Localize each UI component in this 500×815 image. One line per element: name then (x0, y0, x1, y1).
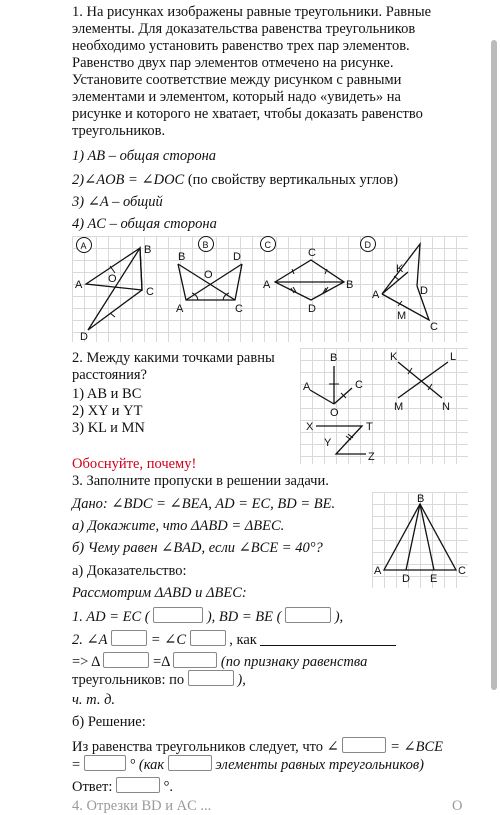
proof-line-2 (72, 630, 396, 649)
proof-text: треугольников: по (72, 672, 185, 688)
task1-line: треугольников. (72, 123, 166, 139)
task1-line: Установите соответствие между рисунком с равными (72, 72, 402, 88)
task1-line: элементами и элементом, который надо «увидеть» на (72, 89, 401, 105)
task3-consider: Рассмотрим ΔABD и ΔBEC: (72, 585, 247, 601)
task2-label-o: O (330, 407, 339, 419)
option-note: (по свойству вертикальных углов) (184, 172, 399, 188)
proof-qed: ч. т. д. (72, 692, 116, 708)
proof-text: ), (237, 672, 246, 688)
task4-partial-right: O (452, 798, 463, 814)
figure-b-label-a: A (176, 303, 184, 315)
task2-label-t: T (366, 421, 373, 433)
figure-b-badge: B (202, 240, 209, 250)
task2-label-l: L (450, 351, 457, 363)
task3-given: Дано: ∠BDC = ∠BEA, AD = EC, BD = BE. (72, 496, 336, 512)
task3-label-c: C (458, 565, 466, 577)
task1-option-2 (72, 172, 398, 189)
blank-field[interactable] (168, 755, 212, 771)
answer-field[interactable] (116, 777, 160, 793)
figure-c-label-c: C (308, 247, 316, 259)
blank-field[interactable] (342, 737, 386, 753)
task1-option-4: 4) AC – общая сторона (72, 216, 217, 232)
task3-label-a: A (374, 565, 382, 577)
task3-figure (372, 492, 468, 588)
figure-d-label-k: K (396, 263, 404, 275)
proof-text: ), (334, 609, 344, 625)
task3-question-a: а) Докажите, что ΔABD = ΔBEC. (72, 518, 285, 534)
task2-line: 1) AB и BC (72, 386, 142, 402)
task3-label-e: E (430, 573, 438, 585)
task2-label-b: B (330, 352, 338, 364)
task3-figure-grid (372, 492, 468, 588)
task1-line: рисунке и которого не хватает, чтобы доказать равенство (72, 106, 423, 122)
task2-figure (300, 348, 468, 464)
answer-label: Ответ: (72, 779, 113, 795)
figure-c-label-b: B (346, 279, 354, 291)
figure-a-label-b: B (144, 244, 152, 256)
blank-line[interactable] (260, 631, 396, 646)
figure-c-badge: C (264, 240, 271, 250)
task2-label-c: C (355, 379, 363, 391)
answer-line (72, 777, 173, 796)
figure-d-badge: D (364, 240, 371, 250)
figure-a-badge: A (80, 241, 87, 251)
task1-line: элементы. Для доказательства равенства треугольников (72, 21, 416, 37)
task1-figures-grid (72, 236, 468, 342)
task1-line: Равенство двух пар элементов отмечено на рисунке. (72, 55, 394, 71)
solution-line-2 (72, 755, 424, 774)
figure-d-label-c: C (430, 321, 438, 333)
figure-b-label-c: C (235, 303, 243, 315)
task1-line: необходимо установить равенство трех пар элементов. (72, 38, 410, 54)
proof-text: (по признаку равенства (220, 654, 368, 670)
task2-label-n: N (442, 401, 450, 413)
proof-line-1 (72, 607, 343, 626)
blank-field[interactable] (84, 755, 126, 771)
solution-text: Из равенства треугольников следует, что ∠ (72, 739, 339, 755)
blank-field[interactable] (285, 607, 331, 623)
task1-line: 1. На рисунках изображены равные треугольники. Равные (72, 4, 432, 20)
figure-b-label-o: O (204, 269, 213, 281)
blank-field[interactable] (103, 652, 149, 668)
figure-a-label-o: O (108, 273, 117, 285)
figure-b-label-d: D (233, 251, 241, 263)
figure-b (176, 237, 243, 316)
proof-text: 1. AD = EC ( (72, 609, 150, 625)
task3-title: 3. Заполните пропуски в решении задачи. (72, 473, 329, 489)
task1-option-1: 1) AB – общая сторона (72, 148, 217, 164)
solution-text: элементы равных треугольников) (215, 757, 424, 773)
proof-text: =Δ (152, 654, 170, 670)
blank-field[interactable] (111, 630, 147, 646)
solution-text: ° (как (129, 757, 165, 773)
task3-label-b: B (417, 493, 425, 505)
task1-option-3: 3) ∠A – общий (72, 194, 163, 210)
task2-line: 2. Между какими точками равны (72, 350, 275, 366)
task2-line: 2) XY и YT (72, 403, 143, 419)
task2-label-x: X (306, 421, 314, 433)
scrollbar[interactable] (491, 40, 497, 690)
justify-note: Обоснуйте, почему! (72, 456, 197, 472)
proof-text: 2. ∠A (72, 632, 108, 648)
figure-a-label-a: A (75, 279, 83, 291)
figure-c-label-a: A (263, 279, 271, 291)
task1-figures (72, 236, 468, 342)
figure-d (361, 237, 439, 334)
figure-d-label-a: A (372, 289, 380, 301)
figure-d-label-m: M (397, 310, 407, 322)
task2-figure-grid (300, 348, 468, 464)
task2-label-a: A (303, 381, 311, 393)
proof-text: => Δ (72, 654, 100, 670)
task2-label-y: Y (324, 437, 332, 449)
solution-text: = ∠BCE (390, 739, 444, 755)
figure-d-label-d: D (420, 285, 428, 297)
figure-a (75, 238, 154, 343)
proof-text: ), BD = BE ( (206, 609, 282, 625)
angle-text: 2)∠AOB = ∠DOC (72, 172, 185, 188)
figure-c (261, 237, 354, 316)
figure-c-label-d: D (308, 303, 316, 315)
task2-line: расстояния? (72, 367, 147, 383)
answer-unit: °. (163, 779, 174, 795)
proof-text: = ∠C (150, 632, 186, 648)
task3-label-d: D (402, 573, 410, 585)
task2-label-m: M (394, 401, 404, 413)
proof-text: , как (229, 632, 257, 648)
blank-field[interactable] (173, 652, 217, 668)
task2-label-k: K (390, 351, 398, 363)
task2-line: 3) KL и MN (72, 420, 145, 436)
task2-label-z: Z (368, 451, 375, 463)
figure-a-label-c: C (146, 286, 154, 298)
figure-b-label-b: B (178, 251, 186, 263)
proof-line-3 (72, 652, 367, 671)
proof-line-4 (72, 670, 246, 689)
task4-partial: 4. Отрезки BD и AC ... (72, 798, 212, 814)
blank-field[interactable] (190, 630, 226, 646)
blank-field[interactable] (188, 670, 234, 686)
task3-question-b: б) Чему равен ∠BAD, если ∠BCE = 40°? (72, 540, 323, 556)
blank-field[interactable] (153, 607, 203, 623)
solution-head: б) Решение: (72, 714, 146, 730)
solution-text: = (72, 757, 81, 773)
figure-a-label-d: D (80, 331, 88, 342)
solution-line-1 (72, 737, 443, 756)
task3-proof-head: а) Доказательство: (72, 563, 187, 579)
